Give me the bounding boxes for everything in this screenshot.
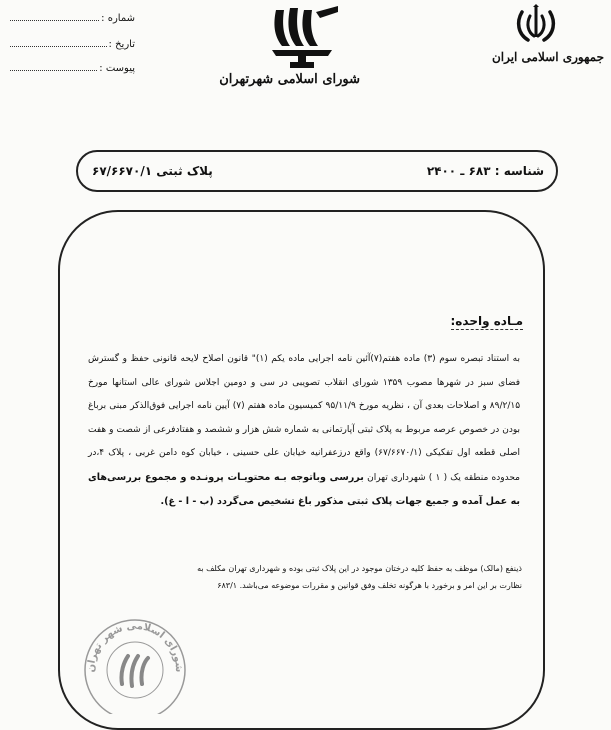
date-field: [10, 34, 135, 50]
attachment-line: [10, 70, 97, 71]
id-box: [76, 150, 558, 192]
document-title: مـاده واحده:: [450, 314, 523, 328]
number-field: [10, 8, 135, 24]
council-name: شورای اسلامی شهرتهران: [219, 72, 360, 87]
date-line: [10, 46, 107, 47]
document-footer: [70, 560, 522, 594]
attachment-field: [10, 58, 135, 74]
plak-text: پلاک ثبتی ۶۷/۶۶۷۰/۱: [92, 164, 213, 178]
shenaseh-text: شناسه : ۶۸۳ ـ ۲۴۰۰: [426, 164, 544, 178]
gov-name: جمهوری اسلامی ایران: [491, 50, 604, 64]
council-logo-icon: [268, 4, 340, 70]
footer-line-2: نظارت بر این امر و برخورد با هرگونه تخلف وفق قوانین و مقررات موضوعه می‌باشد. ۶۸۳/۱: [217, 581, 522, 590]
iran-emblem-icon: [514, 4, 558, 44]
footer-line-1: ذینفع (مالک) موظف به حفظ کلیه درختان موجود در این پلاک ثبتی بوده و شهرداری تهران مکلف به: [197, 564, 522, 573]
council-stamp-icon: [80, 614, 190, 714]
body-text-bold: بررسی وباتوجه بـه محتویـات پرونـده و مجموع بررسی‌های به عمل آمده و جمیع جهات پلاک ثبتی مذکور باغ تشخیص می‌گردد (ب - ا - غ).: [88, 471, 520, 507]
stamp-text: شورای اسلامی شهر تهران: [85, 620, 185, 673]
number-label: شماره :: [101, 13, 135, 24]
number-line: [10, 20, 99, 21]
date-label: تاریخ :: [108, 39, 135, 50]
document-body: [88, 348, 520, 515]
attachment-label: پیوست :: [99, 63, 135, 74]
body-text-plain: به استناد تبصره سوم (۳) ماده هفتم(۷)آئین نامه اجرایی ماده یکم (۱)" قانون اصلاح لایحه قانونی حفظ و گسترش فضای سبز در شهرها مصوب ۱۳۵۹ شورای انقلاب تصویبی در سی و دومین اجلاس شورای عالی استانها مورخ ۸۹/۲/۱۵ و اصلاحات بعدی آن ، نظریه مورخ ۹۵/۱۱/۹ کمیسیون ماده هفتم (۷) آیین نامه اجرایی فوق‌الذکر مبنی برباغ بودن در خصوص عرصه مربوط به پلاک ثبتی آپارتمانی به شماره شش هزار و ششصد و هفتادفرعی از شصت و هفت اصلی قطعه اول تفکیکی (۶۷/۶۶۷۰/۱) واقع درزعفرانیه خیابان علی حسینی ، خیابان کوه دامن غربی ، پلاک ۴،در محدوده منطقه یک ( ۱ ) شهرداری تهران: [88, 354, 521, 483]
